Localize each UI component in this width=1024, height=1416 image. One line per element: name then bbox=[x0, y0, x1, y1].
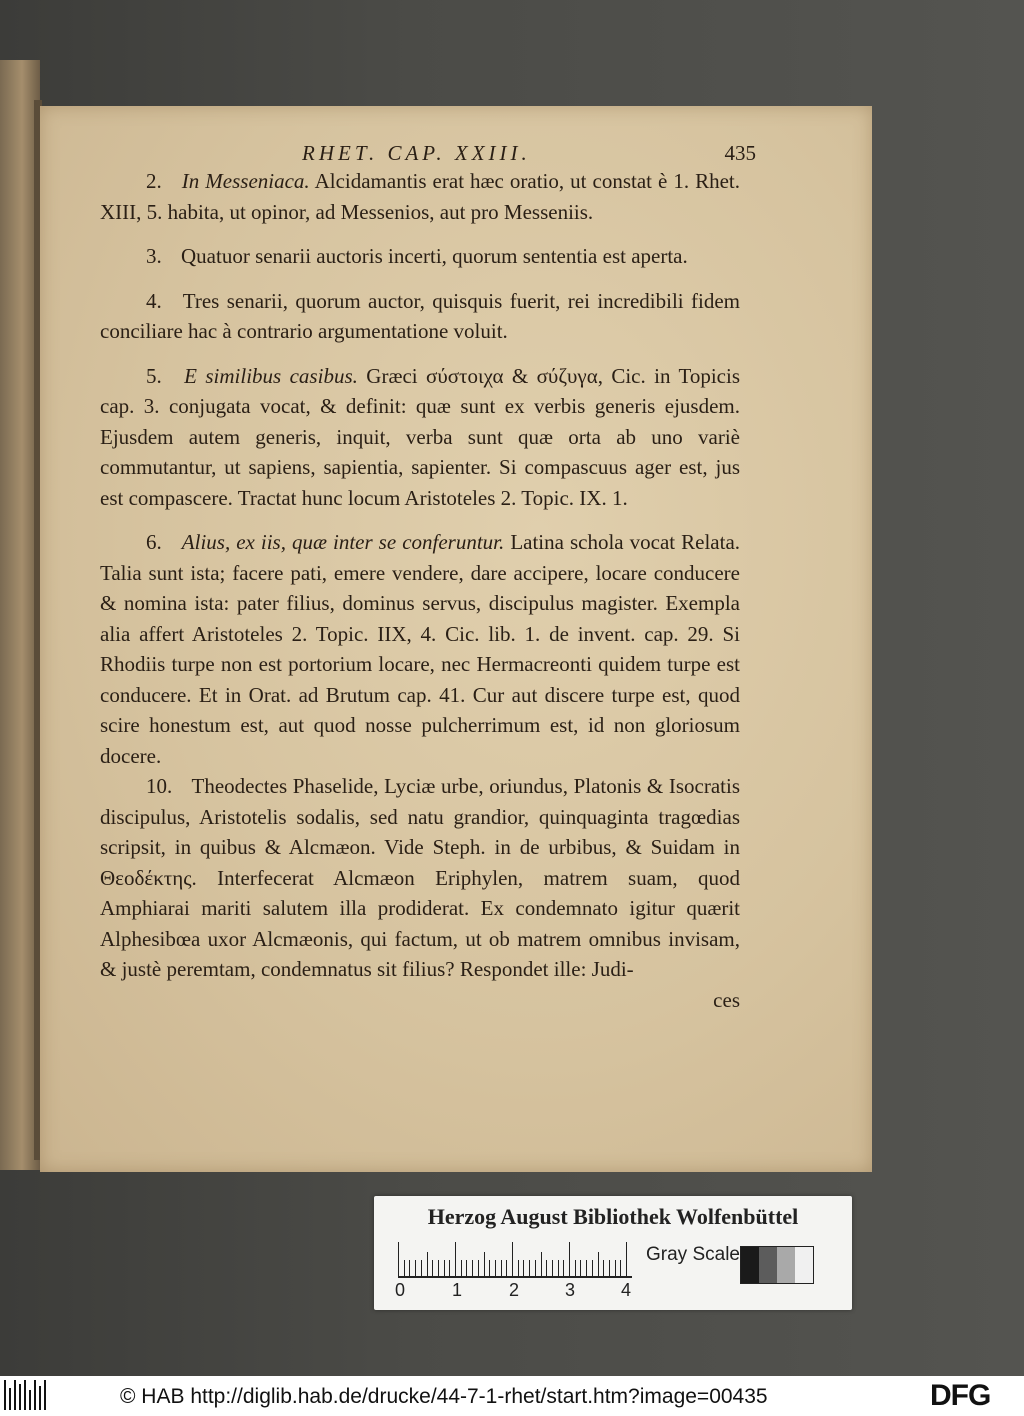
ruler-tick bbox=[501, 1260, 502, 1276]
viewer-footer bbox=[0, 1376, 1024, 1416]
measurement-ruler bbox=[398, 1242, 632, 1278]
paragraph-2 bbox=[100, 166, 740, 227]
paragraph-10 bbox=[100, 771, 740, 985]
ruler-tick bbox=[404, 1260, 405, 1276]
ruler-tick bbox=[421, 1260, 422, 1276]
paragraph-6 bbox=[100, 527, 740, 771]
permalink[interactable]: © HAB http://diglib.hab.de/drucke/44-7-1-rhet/start.htm?image=00435 bbox=[120, 1385, 768, 1408]
gray-swatch bbox=[795, 1247, 813, 1283]
note-lemma: E similibus casibus. bbox=[184, 363, 358, 388]
note-text: Alcidamantis erat hæc oratio, ut constat è 1. Rhet. XIII, 5. habita, ut opinor, ad Messenios, aut pro Messeniis. bbox=[100, 169, 741, 224]
ruler-label: 3 bbox=[565, 1280, 576, 1300]
ruler-tick bbox=[546, 1260, 547, 1276]
ruler-tick bbox=[415, 1260, 416, 1276]
library-scale-card bbox=[374, 1196, 852, 1310]
ruler-tick bbox=[620, 1260, 621, 1276]
note-text: Græci σύστοιχα & σύζυγα, Cic. in Topicis cap. 3. conjugata vocat, & definit: quæ sunt ex verbis generis ejusdem. Ejusdem autem generis, inquit, verba sunt quæ orta ab uno variè commutantur, ut sapiens, sapientia, sapienter. Si compascuus ager est, jus est compascere. Tractat hunc locum Aristoteles 2. Topic. IX. 1. bbox=[100, 363, 741, 510]
paragraph-5 bbox=[100, 361, 740, 514]
ruler-tick bbox=[603, 1260, 604, 1276]
ruler-tick bbox=[506, 1260, 507, 1276]
page-text bbox=[100, 138, 756, 1015]
ruler-tick bbox=[523, 1260, 524, 1276]
gray-swatch bbox=[777, 1247, 795, 1283]
ruler-tick bbox=[409, 1260, 410, 1276]
page-number: 435 bbox=[724, 141, 756, 165]
ruler-tick bbox=[626, 1242, 627, 1276]
note-lemma: In Messeniaca. bbox=[181, 169, 310, 193]
catchword: ces bbox=[713, 987, 740, 1012]
gray-swatch bbox=[759, 1247, 777, 1283]
note-text: Latina schola vocat Relata. Talia sunt ista; facere pati, emere vendere, dare accipere, locare conducere & nomina ista: pater filius, dominus servus, discipulus magister. Exempla alia affert Aristoteles 2. Topic. IIX, 4. Cic. lib. 1. de invent. cap. 29. Si Rhodiis turpe non est portorium locare, nec Hermacreonti quidem turpe est conducere. Et in Orat. ad Brutum cap. 41. Cur aut discere turpe est, quod scire honestum est, aut quod nosse pulcherrimum est, id non gloriosum docere. bbox=[100, 530, 741, 768]
ruler-tick bbox=[427, 1252, 428, 1276]
note-number: 3. bbox=[146, 244, 162, 268]
ruler-tick bbox=[461, 1260, 462, 1276]
ruler-tick bbox=[580, 1260, 581, 1276]
note-number: 2. bbox=[146, 169, 162, 193]
ruler-tick bbox=[495, 1260, 496, 1276]
ruler-tick bbox=[535, 1260, 536, 1276]
running-title: RHET. CAP. XXIII. bbox=[302, 141, 531, 165]
ruler-label: 2 bbox=[509, 1280, 520, 1300]
ruler-tick bbox=[541, 1252, 542, 1276]
ruler-tick bbox=[449, 1260, 450, 1276]
ruler-label: 1 bbox=[452, 1280, 463, 1300]
ruler-tick bbox=[518, 1260, 519, 1276]
note-number: 10. bbox=[146, 774, 173, 798]
ruler-tick bbox=[615, 1260, 616, 1276]
note-number: 4. bbox=[146, 288, 162, 313]
ruler-tick bbox=[558, 1260, 559, 1276]
hab-logo-icon bbox=[4, 1380, 46, 1410]
ruler-tick bbox=[444, 1260, 445, 1276]
ruler-tick bbox=[484, 1252, 485, 1276]
ruler-tick bbox=[489, 1260, 490, 1276]
ruler-tick bbox=[569, 1242, 570, 1276]
ruler-tick bbox=[529, 1260, 530, 1276]
gray-scale-swatches bbox=[740, 1246, 814, 1284]
ruler-tick bbox=[609, 1260, 610, 1276]
note-number: 6. bbox=[146, 530, 162, 554]
note-text: Tres senarii, quorum auctor, quisquis fuerit, rei incredibili fidem conciliare hac à contrario argumentatione voluit. bbox=[100, 288, 741, 343]
ruler-tick bbox=[438, 1260, 439, 1276]
ruler-tick bbox=[575, 1260, 576, 1276]
note-text: Quatuor senarii auctoris incerti, quorum sententia est aperta. bbox=[181, 244, 688, 268]
note-lemma: Alius, ex iis, quæ inter se conferuntur. bbox=[181, 530, 505, 554]
gray-scale-label: Gray Scale bbox=[646, 1244, 740, 1265]
ruler-tick bbox=[472, 1260, 473, 1276]
note-number: 5. bbox=[146, 363, 162, 388]
gray-swatch bbox=[741, 1247, 759, 1283]
ruler-tick bbox=[563, 1260, 564, 1276]
ruler-tick bbox=[466, 1260, 467, 1276]
ruler-tick bbox=[432, 1260, 433, 1276]
ruler-label: 0 bbox=[395, 1280, 406, 1300]
ruler-tick bbox=[512, 1242, 513, 1276]
ruler-tick bbox=[598, 1252, 599, 1276]
paragraph-3 bbox=[100, 241, 740, 272]
ruler-tick bbox=[455, 1242, 456, 1276]
ruler-tick bbox=[592, 1260, 593, 1276]
ruler-label: 4 bbox=[621, 1280, 632, 1300]
library-name: Herzog August Bibliothek Wolfenbüttel bbox=[427, 1204, 799, 1229]
dfg-logo: DFG bbox=[930, 1379, 991, 1412]
paragraph-4 bbox=[100, 286, 740, 347]
ruler-tick bbox=[586, 1260, 587, 1276]
running-header bbox=[100, 138, 756, 166]
ruler-tick bbox=[478, 1260, 479, 1276]
note-text: Theodectes Phaselide, Lyciæ urbe, oriundus, Platonis & Isocratis discipulus, Aristotelis sodalis, sed natu grandior, quinquaginta tragœdias scripsit, in quibus & Alcmæon. Vide Steph. in de urbibus, & Suidam in Θεοδέκτης. Interfecerat Alcmæon Eriphylen, matrem suam, quod Amphiarai mariti salutem illa prodiderat. Ex condemnato igitur quærit Alphesibœa uxor Alcmæonis, qui factum, ut ob matrem omnibus invisam, & justè peremtam, condemnatus sit filius? Respondet ille: Judi- bbox=[100, 774, 740, 981]
ruler-tick bbox=[398, 1242, 399, 1276]
ruler-tick bbox=[552, 1260, 553, 1276]
